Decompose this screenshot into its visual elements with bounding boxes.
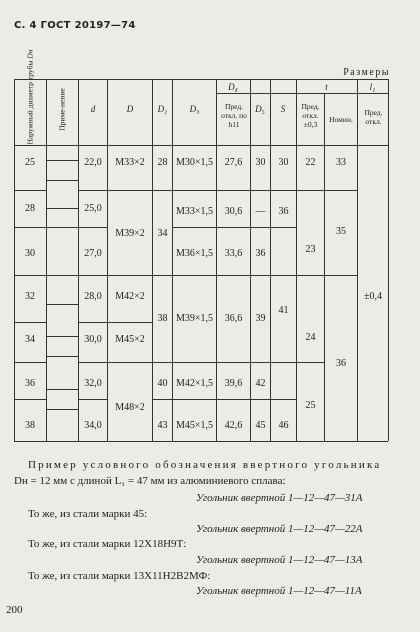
example-title: Пример условного обозначения ввертного угольника: [28, 459, 382, 471]
cell-d: 28,0: [84, 291, 102, 302]
cell-S: 30: [278, 157, 289, 168]
cell-outer: 32: [25, 291, 35, 302]
header-use: Приме-нение: [57, 88, 67, 131]
page-number: 200: [6, 604, 23, 616]
cell-t: 24: [305, 332, 316, 343]
cell-D5: 39: [255, 313, 266, 324]
cell-l1: 33: [336, 157, 346, 168]
cell-D1: 38: [157, 313, 168, 324]
cell-D1: 28: [157, 157, 168, 168]
designation-2: Угольник ввертной 1—12—47—22А: [196, 523, 363, 535]
cell-D3: M36×1,5: [175, 248, 214, 259]
designation-4: Угольник ввертной 1—12—47—11А: [196, 585, 362, 597]
header-D4-tol: Пред. откл. по h11: [221, 102, 247, 129]
cell-D: M45×2: [115, 334, 145, 345]
cell-D5: —: [255, 206, 266, 217]
cell-d: 32,0: [84, 378, 102, 389]
cell-D3: M39×1,5: [175, 313, 214, 324]
cell-outer: 34: [25, 334, 35, 345]
header-t: t: [325, 82, 328, 92]
header-l1-tol: Пред. откл.: [364, 108, 383, 126]
header-D5: D₅: [255, 104, 265, 114]
cell-D1: 43: [157, 420, 168, 431]
cell-D5: 42: [255, 378, 266, 389]
cell-d: 30,0: [84, 334, 102, 345]
cell-D1: 34: [157, 228, 168, 239]
cell-t: 23: [305, 244, 316, 255]
cell-D4: 42,6: [224, 420, 243, 431]
page-header: С. 4 ГОСТ 20197—74: [14, 20, 136, 31]
header-D1: D₁: [157, 104, 168, 114]
cell-D4: 27,6: [224, 157, 243, 168]
cell-D4: 36,6: [224, 313, 243, 324]
cell-D3: M42×1,5: [175, 378, 214, 389]
cell-t: 22: [305, 157, 316, 168]
cell-d: 27,0: [84, 248, 102, 259]
cell-D5: 30: [255, 157, 266, 168]
cell-D1: 40: [157, 378, 168, 389]
cell-outer: 28: [25, 203, 35, 214]
designation-3: Угольник ввертной 1—12—47—13А: [196, 554, 363, 566]
cell-d: 34,0: [84, 420, 102, 431]
cell-l1: 35: [336, 226, 346, 237]
cell-D4: 39,6: [224, 378, 243, 389]
cell-D5: 36: [255, 248, 266, 259]
example-p3: То же, из стали марки 12Х18Н9Т:: [28, 538, 187, 550]
example-line2: Dн = 12 мм с длиной L₁ = 47 мм из алюминиевого сплава:: [14, 475, 286, 487]
cell-D: M39×2: [115, 228, 145, 239]
cell-l1: 36: [336, 358, 346, 369]
cell-outer: 36: [25, 378, 35, 389]
cell-outer: 25: [25, 157, 35, 168]
cell-l1-tol: ±0,4: [364, 291, 382, 302]
header-l1: l₁: [369, 82, 376, 92]
example-p2: То же, из стали марки 45:: [28, 508, 148, 520]
header-d: d: [90, 104, 96, 114]
header-l1-nom: Номин.: [329, 115, 353, 124]
cell-D3: M45×1,5: [175, 420, 214, 431]
header-outer-diameter: Наружный диаметр трубы Dн: [25, 49, 35, 145]
header-D3: D₃: [189, 104, 200, 114]
cell-S: 46: [278, 420, 289, 431]
designation-1: Угольник ввертной 1—12—47—31А: [196, 492, 363, 504]
cell-outer: 30: [25, 248, 35, 259]
header-S: S: [280, 104, 286, 114]
example-p4: То же, из стали марки 13Х11Н2В2МФ:: [28, 570, 211, 582]
cell-D: M33×2: [115, 157, 145, 168]
cell-S: 41: [278, 305, 289, 316]
header-t-tol: Пред. откл. ±0,3: [301, 102, 320, 129]
cell-d: 22,0: [84, 157, 102, 168]
cell-D3: M30×1,5: [175, 157, 214, 168]
cell-t: 25: [305, 400, 316, 411]
cell-D4: 30,6: [224, 206, 243, 217]
sizes-caption: Размеры: [343, 67, 390, 78]
header-D: D: [126, 104, 134, 114]
cell-D: M42×2: [115, 291, 145, 302]
cell-D4: 33,6: [224, 248, 243, 259]
cell-D: M48×2: [115, 402, 145, 413]
cell-D3: M33×1,5: [175, 206, 214, 217]
cell-S: 36: [278, 206, 289, 217]
cell-D5: 45: [255, 420, 266, 431]
header-D4: D₄: [228, 82, 238, 92]
cell-outer: 38: [25, 420, 35, 431]
cell-d: 25,0: [84, 203, 102, 214]
